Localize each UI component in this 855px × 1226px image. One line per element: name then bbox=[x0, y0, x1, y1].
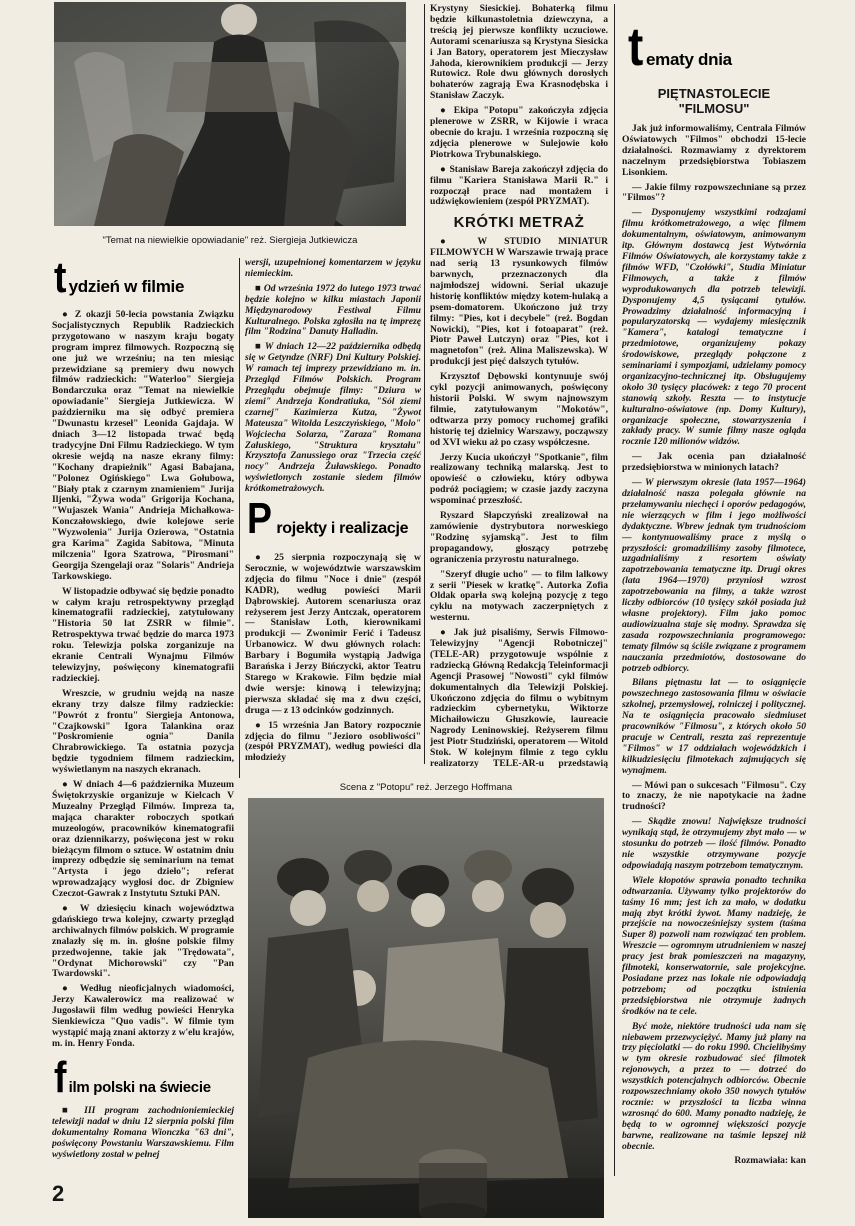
tydzien-paragraph: W listopadzie odbywać się będzie ponadto w całym kraju retrospektywny przegląd kinematografii radzieckiej, zatytułowany "Historia 50 lat ZSRR w filmie". Retrospektywa trwać będzie do marca 1973 roku. Telewizja polska zorganizuje na ekranie Centrali Wynajmu Filmów telewizyjny, poświęcony kinematografii radzieckiej. bbox=[52, 585, 234, 684]
tematy-intro: Jak już informowaliśmy, Centrala Filmów Oświatowych "Filmos" obchodzi 15-lecie działalności. Rozmawiamy z dyrektorem naczelnym przedsiębiorstwa Tobiaszem Lisonkiem. bbox=[622, 123, 806, 178]
tematy-paragraph: — Skądże znowu! Największe trudności wynikają stąd, że otrzymujemy zbyt mało — w stosunku do potrzeb — ilość filmów. Ponadto nie wszystkie otrzymywane pozycje odpowiadają naszym potrzebom tematycznym. bbox=[622, 816, 806, 871]
tematy-paragraph: — W pierwszym okresie (lata 1957—1964) działalność nasza polegała głównie na przełamywaniu niechęci i oporów pedagogów, nie wierzących w film i jego możliwości dydaktyczne. Wbrew jednak tym trudnościom — kontynuowaliśmy prace z myślą o przyszłości: gromadziliśmy zasoby filmotece, uzgadnialiśmy z resortem oświaty zapotrzebowania tematyczne itp. Drugi okres (lata 1964—1970) przyniosł wzrost zapotrzebowania na filmy, a także wzrost liczby odbiorców (10 tysięcy szkół posiada już własne projektory). Film jako pomoc audiowizualna staje się modny. Sprawdza się zasada rozpowszechniania programowego: tematy filmów są ściśle związane z programem nauczania przedmiotów, dostosowane do potrzeb odbiorcy. bbox=[622, 477, 806, 674]
column-divider bbox=[614, 4, 615, 1176]
tydzien-paragraph: ● W dniach 4—6 października Muzeum Świętokrzyskie organizuje w Kielcach V Muzealny Przegląd Filmów. Impreza ta, mająca charakter roboczych spotkań muzeologów, pracowników kinematografii oraz dziennikarzy, poświęcona jest w roku bieżącym filmom o sztuce. W ostatnim dniu imprezy odbędzie się seminarium na temat "Artysta i jego dzieło"; referat wprowadzający wygłosi doc. dr Zbigniew Czeczot-Gawrak z Instytutu Sztuki PAN. bbox=[52, 779, 234, 900]
top-photo bbox=[54, 2, 406, 226]
projekty-header-text: rojekty i realizacje bbox=[276, 520, 409, 538]
col3-paragraph: ● Stanisław Bareja zakończył zdjęcia do filmu "Kariera Stanisława Marii R." i rozpoczął prace nad montażem i udźwiękowieniem (zespół PRYZMAT). bbox=[430, 163, 608, 208]
krotki-paragraph: Jerzy Kucia ukończył "Spotkanie", film realizowany techniką malarską. Jest to opowieść o człowieku, który odbywa podróż pociągiem; w czasie jazdy zaczyna wspominać przeszłość. bbox=[430, 451, 608, 507]
krotki-paragraph: "Szeryf długie ucho" — to film lalkowy z serii "Piesek w kratkę". Autorka Zofia Oldak oparła swą kolejną pozycję z tego cyklu na motywach zaczerpniętych z westernu. bbox=[430, 568, 608, 624]
tematy-paragraph: — Jakie filmy rozpowszechniane są przez "Filmos"? bbox=[622, 181, 806, 204]
film-polski-header-text: ilm polski na świecie bbox=[68, 1079, 211, 1096]
tematy-header bbox=[628, 22, 806, 80]
film-polski-header-initial: f bbox=[54, 1058, 67, 1102]
tydzien-header-initial: t bbox=[54, 258, 67, 302]
top-photo-caption: "Temat na niewielkie opowiadanie" reż. Siergieja Jutkiewicza bbox=[102, 235, 358, 246]
krotki-paragraph: ● Jak już pisaliśmy, Serwis Filmowo-Telewizyjny "Agencji Robotniczej" (TELE-AR) przygotowuje wspólnie z radziecką Główną Redakcją Teleinformacji Agencji Prasowej "Nowosti" cykl filmów dokumentalnych dla Telewizji Polskiej. Ukończono zdjęcia do filmu o wybitnym radzieckim cybernetyku, Wiktorze Michaiłowiczu Głuszkowie, laureacie Nagrody Leninowskiej. Reżyserem filmu jest Piotr Studziński, operatorem — Witold Stok. W kolejnym filmie z tego cyklu realizatorzy TELE-AR-u przedstawią bbox=[430, 627, 608, 769]
projekty-header-initial: P bbox=[247, 494, 272, 544]
projekty-paragraph: ● 15 września Jan Batory rozpocznie zdjęcia do filmu "Jezioro osobliwości" (zespół PRYZMAT), według powieści dla młodzieży bbox=[245, 719, 421, 764]
tematy-subtitle: PIĘTNASTOLECIE "FILMOSU" bbox=[657, 86, 771, 116]
col2-paragraph: ■ W dniach 12—22 października odbędą się w Getyndze (NRF) Dni Kultury Polskiej. W ramach tej imprezy przewidziano m. in. Przegląd Filmów Polskich. Program Przeglądu obejmuje filmy: "Dziura w ziemi" Andrzeja Kondratiuka, "Sól ziemi czarnej" Kazimierza Kutza, "Żywot Mateusza" Witolda Leszczyńskiego, "Molo" Wojciecha Solarza, "Zaraza" Romana Załuskiego, "Struktura kryształu" Krzysztofa Zanussiego oraz "Trzecia część nocy" Andrzeja Żuławskiego. Ponadto wyświetlonych zostanie siedem filmów krótkometrażowych. bbox=[245, 341, 421, 495]
tematy-paragraph: Wiele kłopotów sprawia ponadto technika odtwarzania. Używamy tylko projektorów do taśmy 16 mm; jest ich za mało, w dodatku mają zbyt krótki żywot. Mamy nadzieję, że przejście na nowocześniejszy system (taśma Super 8) pozwoli nam rozwiązać ten problem. Wreszcie — ogromnym utrudnieniem w naszej pracy jest brak pomieszczeń na magazyny, filmoteki, konserwatornie, sale projekcyjne. Posiadane przez nas lokale nie odpowiadają potrzebom; od początku istnienia przedsiębiorstwa nie otrzymuje żadnych środków na te cele. bbox=[622, 874, 806, 1017]
tematy-paragraph: — Jak ocenia pan działalność przedsiębiorstwa w minionych latach? bbox=[622, 451, 806, 474]
col3-article bbox=[430, 4, 608, 208]
tydzien-article bbox=[52, 310, 234, 1050]
col2-paragraph: ■ Od września 1972 do lutego 1973 trwać będzie kolejno w kilku miastach Japonii Międzynarodowy Festiwal Filmu Kulturalnego. Polska zgłosiła na tę imprezę film "Rodzina" Danuty Halladin. bbox=[245, 282, 421, 338]
film-polski-section bbox=[52, 1058, 234, 1180]
krotki-metraz-header: KRÓTKI METRAŻ bbox=[453, 214, 585, 232]
tematy-paragraph: Być może, niektóre trudności uda nam się niebawem przezwyciężyć. Mamy już plany na trzy pięciolatki — do roku 1990. Chcielibyśmy w tym okresie rozbudować sieć filmotek rejonowych, a przez to — dotrzeć do wszystkich potencjalnych odbiorców. Obecnie rozpowszechniamy około 350 nowych tytułów rocznie: w przyszłości ta liczba winna wzrosnąć do 600. Mamy ponadto nadzieję, że będą to w ogromnej większości pozycje barwne, realizowane na taśmie lepszej niż obecnie. bbox=[622, 1020, 806, 1152]
tematy-header-text: ematy dnia bbox=[645, 50, 732, 69]
tematy-header-initial: t bbox=[628, 22, 644, 77]
film-polski-paragraph: ■ III program zachodnioniemieckiej telewizji nadał w dniu 12 sierpnia polski film dokumentalny Romana Wionczka "63 dni", poświęcony Powstaniu Warszawskiemu. Film wyświetlony został w pełnej bbox=[52, 1105, 234, 1160]
col2-paragraph: wersji, uzupełnionej komentarzem w języku niemieckim. bbox=[245, 258, 421, 279]
column-divider bbox=[239, 258, 240, 778]
film-polski-header bbox=[54, 1058, 234, 1102]
column-3 bbox=[430, 4, 608, 770]
col2-article bbox=[245, 258, 421, 495]
page-number: 2 bbox=[52, 1181, 65, 1206]
tematy-paragraph: Bilans piętnastu lat — to osiągnięcie powszechnego zastosowania filmu w oświacie szkolnej, przemysłowej, rolniczej i politycznej. Na te osiągnięcia pracowało siedmiuset pracowników "Filmosu", z których około 50 pracuje w Centrali, reszta zaś reprezentuje "Filmos" w 17 oddziałach wojewódzkich i kilkudziesięciu filmotekach zajmujących się wynajmem. bbox=[622, 677, 806, 776]
bottom-photo-image bbox=[248, 798, 604, 1218]
bottom-photo-caption: Scena z "Potopu" reż. Jerzego Hoffmana bbox=[339, 782, 513, 793]
projekty-paragraph: ● 25 sierpnia rozpoczynają się w Serocznie, w województwie warszawskim zdjęcia do filmu "Noce i dnie" (zespół KADR), według powieści Marii Dąbrowskiej. Autorem scenariusza oraz reżyserem jest Jerzy Antczak, operatorem — Stanisław Loth, kierownikami produkcji — Zwonimir Ferić i Tadeusz Urbanowicz. W dwu głównych rolach: Barbary i Bogumiła wystąpią Jadwiga Barańska i Jerzy Bińczycki, aktor Teatru Starego w Krakowie. Film będzie miał dwie wersje: kinową i telewizyjną; pierwsza składać się ma z dwu części, druga — z 13 odcinków godzinnych. bbox=[245, 552, 421, 716]
projekty-header bbox=[247, 494, 421, 547]
tydzien-paragraph: ● Z okazji 50-lecia powstania Związku Socjalistycznych Republik Radzieckich przygotowano w naszym kraju bogaty program imprez filmowych. Rozpoczną się one już we wrześniu; na ten miesiąc przewidziane są premiery dwu nowych filmów radzieckich: "Waterloo" Siergieja Bondarczuka oraz "Temat na niewielkie opowiadanie" Siergieja Jutkiewicza. W październiku ma się odbyć premiera "Dwunastu krzeseł" Leonida Gajdaja. W dniach 3—12 listopada trwać będą tradycyjne Dni Filmu Radzieckiego. W tym okresie wejdą na nasze ekrany filmy: "Kochany drapieżnik" Agasi Babajana, "Polonez Ogińskiego" Lwa Gołubowa, "Biały ptak z czarnym znamieniem" Jurija Iljenki, "Żywa woda" Grigorija Kochana, "Wujaszek Wania" Andrieja Michałkowa-Konczałowskiego, dwie kolejowe serie "Wyzwolenia" Jurija Ozierowa, "Ostatnia gra Karima" Zagida Sabitowa, "Minuta milczenia" Igora Szatrowa, "Pirosmani" Georgija Szengelaji oraz "Solaris" Andrieja Tarkowskiego. bbox=[52, 309, 234, 582]
top-photo-image bbox=[54, 2, 406, 226]
tematy-paragraph: — Mówi pan o sukcesach "Filmosu". Czy to znaczy, że nie napotykacie na żadne trudności? bbox=[622, 779, 806, 813]
tydzien-header-text: ydzień w filmie bbox=[68, 277, 185, 296]
column-2 bbox=[245, 258, 421, 770]
krotki-article bbox=[430, 237, 608, 770]
tydzien-paragraph: ● Według nieoficjalnych wiadomości, Jerzy Kawalerowicz ma realizować w Jugosławii film według powieści Henryka Sienkiewicza "Quo vadis". W filmie tym wystąpić mają znani aktorzy z w'elu krajów, m. in. Henry Fonda. bbox=[52, 983, 234, 1049]
projekty-article bbox=[245, 553, 421, 764]
tematy-article bbox=[622, 124, 806, 1167]
tydzien-header bbox=[54, 258, 234, 304]
krotki-paragraph: ● W STUDIO MINIATUR FILMOWYCH W Warszawie trwają prace nad serią 13 rysunkowych filmów barwnych, przeznaczonych dla najmłodszej widowni. Serial ukazuje historię konfliktów między kotem-hulaką a psem-domatorem. Ukończono już trzy filmy: "Pies, kot i decybele" (reż. Bogdan Nowicki), "Pies, kot i fotoaparat" (reż. Piotr Paweł Lutczyn) oraz "Pies, kot i magnetofon" (reż. Alina Maliszewska). W produkcji jest pięć dalszych tytułów. bbox=[430, 236, 608, 368]
tematy-signature: Rozmawiała: kan bbox=[734, 1155, 806, 1167]
column-1 bbox=[52, 258, 234, 1178]
column-4 bbox=[622, 22, 806, 1182]
bottom-photo bbox=[248, 798, 604, 1218]
column-divider bbox=[424, 4, 425, 764]
tematy-paragraph: — Dysponujemy wszystkimi rodzajami filmu krótkometrażowego, a więc filmem dokumentalnym, oświatowym, animowanym itp. Głównym dostawcą jest Wytwórnia Filmów Oświatowych, ale korzystamy także z filmów WFD, "Czołówki", Studia Miniatur Filmowych, a także z filmów wyprodukowanych dla potrzeb telewizji. Dysponujemy 4,5 tysiącami tytułów. Prowadzimy działalność informacyjną i popularyzatorską — wydajemy miesięcznik "Kamera", katalogi tematyczne i przedmiotowe, organizujemy pokazy środowiskowe, przeglądy połączone z seminariami i sympozjami, udzielamy pomocy organizacyjno-technicznej itp. Obsługujemy około 30 tysięcy placówek: z tego 70 procent stanowią szkoły. Reszta — to instytucje kulturalno-oświatowe (np. Domy Kultury), organizacje społeczne, stowarzyszenia i zakłady pracy. W sumie filmy nasze ogląda rocznie 120 milionów widzów. bbox=[622, 207, 806, 448]
tydzien-paragraph: ● W dziesięciu kinach województwa gdańskiego trwa kolejny, czwarty przegląd archiwalnych filmów polskich. W programie znalazły się m. in. głośne polskie filmy przedwojenne, takie jak "Trędowata", "Ordynat Michorowski" czy "Pan Twardowski". bbox=[52, 903, 234, 980]
col3-paragraph: Krystyny Siesickiej. Bohaterką filmu będzie kilkunastoletnia dziewczyna, a treścią jej pierwsze konflikty uczuciowe. Autorami scenariusza są Krystyna Siesicka i Jan Batory, operatorem jest Mieczysław Jahoda, kierownikiem produkcji — Jerzy Rutowicz. Role dwu głównych dorosłych bohaterów zagrają Ewa Krasnodębska i Stanisław Zaczyk. bbox=[430, 4, 608, 102]
col3-paragraph: ● Ekipa "Potopu" zakończyła zdjęcia plenerowe w ZSRR, w Kijowie i wraca obecnie do kraju. 1 września rozpoczną się zdjęcia plenerowe w Sulejowie koło Piotrkowa Trybunalskiego. bbox=[430, 105, 608, 160]
tydzien-paragraph: Wreszcie, w grudniu wejdą na nasze ekrany trzy dalsze filmy radzieckie: "Powrót z frontu" Siergieja Antonowa, "Czajkowski" Igora Talankina oraz "Poskromienie ognia" Danila Chrabrowickiego. Ta ostatnia pozycja będzie tygodniem filmem radzieckim, wyświetlanym na naszych ekranach. bbox=[52, 687, 234, 776]
krotki-paragraph: Ryszard Słapczyński zrealizował na zamówienie dystrybutora norweskiego "Rodzinę syjamską". Jest to film propagandowy, głoszący potrzebę ograniczenia przyrostu naturalnego. bbox=[430, 510, 608, 565]
krotki-paragraph: Krzysztof Dębowski kontynuuje swój cykl pozycji animowanych, poświęcony historii Polski. W swym najnowszym filmie, zatytułowanym "Mokotów", odtwarza przy pomocy ruchomej grafiki historię tej dzielnicy Warszawy, począwszy od XVI wieku aż po czasy współczesne. bbox=[430, 371, 608, 448]
